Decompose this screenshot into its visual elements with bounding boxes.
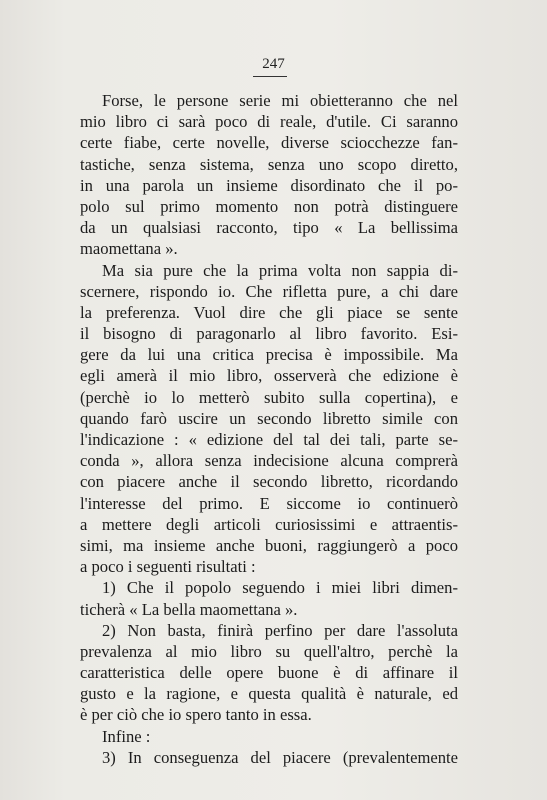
- text-line: caratteristica delle opere buone è di affinare il: [80, 663, 458, 683]
- text-line: Ma sia pure che la prima volta non sappia di-: [102, 260, 458, 280]
- text-line: da un qualsiasi racconto, tipo « La bellissima: [80, 218, 458, 238]
- text-line: conda », allora senza indecisione alcuna comprerà: [80, 451, 458, 471]
- page-number: 247: [262, 56, 285, 72]
- text-line: prevalenza al mio libro su quell'altro, perchè la: [80, 641, 458, 661]
- text-line: simi, ma insieme anche buoni, raggiungerò a poco: [80, 535, 458, 555]
- text-line: in una parola un insieme disordinato che il po-: [80, 175, 458, 195]
- text-line: tastiche, senza sistema, senza uno scopo diretto,: [80, 154, 458, 174]
- text-line: scernere, rispondo io. Che rifletta pure, a chi dare: [80, 281, 458, 301]
- text-line: maomettana ».: [80, 239, 178, 259]
- text-line: la preferenza. Vuol dire che gli piace se sente: [80, 302, 458, 322]
- text-line: è per ciò che io spero tanto in essa.: [80, 705, 312, 725]
- text-line: l'interesse del primo. E siccome io continuerò: [80, 493, 458, 513]
- text-line: gere da lui una critica precisa è impossibile. Ma: [80, 345, 458, 365]
- text-line: con piacere anche il secondo libretto, ricordando: [80, 472, 458, 492]
- text-line: gusto e la ragione, e questa qualità è naturale, ed: [80, 684, 458, 704]
- text-line: 2) Non basta, finirà perfino per dare l'assoluta: [102, 620, 458, 640]
- text-line: 3) In conseguenza del piacere (prevalentemente: [102, 747, 458, 767]
- text-line: certe fiabe, certe novelle, diverse sciocchezze fan-: [80, 133, 458, 153]
- text-line: Forse, le persone serie mi obietteranno che nel: [102, 91, 458, 110]
- text-line: mio libro ci sarà poco di reale, d'utile. Ci saranno: [80, 112, 458, 132]
- page-number-rule: [253, 76, 287, 77]
- text-line: ticherà « La bella maomettana ».: [80, 599, 298, 619]
- text-line: (perchè io lo metterò subito sulla copertina), e: [80, 387, 458, 407]
- text-line: quando farò uscire un secondo libretto simile con: [80, 408, 458, 428]
- text-line: l'indicazione : « edizione del tal dei tali, parte se-: [80, 430, 458, 449]
- text-line: egli amerà il mio libro, osserverà che edizione è: [80, 366, 458, 386]
- text-line: Infine :: [102, 726, 151, 746]
- text-line: a poco i seguenti risultati :: [80, 557, 256, 577]
- text-line: a mettere degli articoli curiosissimi e attraentis-: [80, 514, 458, 534]
- text-line: polo sul primo momento non potrà distinguere: [80, 196, 458, 216]
- body-text: [80, 90, 458, 768]
- text-line: 1) Che il popolo seguendo i miei libri dimen-: [102, 578, 458, 598]
- text-line: il bisogno di paragonarlo al libro favorito. Esi-: [80, 324, 458, 344]
